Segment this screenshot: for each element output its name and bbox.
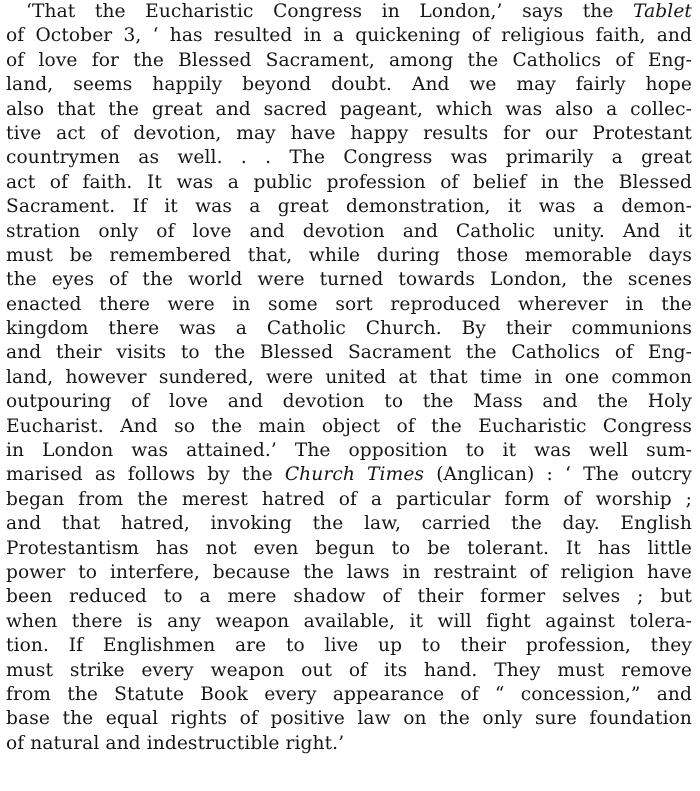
text-line (6, 537, 692, 561)
line-text: when there is any weapon available, it will fight against tolera- (6, 610, 692, 632)
text-line (6, 463, 692, 487)
line-text: tion. If Englishmen are to live up to their profession, they (6, 635, 692, 657)
line-text: (Anglican) : ‘ The outcry (424, 464, 693, 486)
text-line (6, 659, 692, 683)
italic-title-text: Church Times (284, 464, 425, 486)
text-line (6, 220, 692, 244)
line-text: enacted there were in some sort reproduced wherever in the (6, 293, 692, 315)
text-line (6, 341, 692, 365)
text-line (6, 439, 692, 463)
text-line (6, 732, 692, 756)
text-line (6, 24, 692, 48)
text-line (6, 366, 692, 390)
text-line (6, 146, 692, 170)
text-line (6, 390, 692, 414)
line-text: marised as follows by the (6, 464, 285, 486)
text-line (6, 707, 692, 731)
text-line (6, 49, 692, 73)
text-line (6, 195, 692, 219)
text-line (6, 512, 692, 536)
text-line (6, 683, 692, 707)
line-text: ‘That the Eucharistic Congress in London,’ says the (26, 1, 634, 22)
line-text: Protestantism has not even begun to be tolerant. It has little (6, 537, 692, 559)
line-text: base the equal rights of positive law on the only sure foundation (6, 708, 692, 730)
text-block (6, 0, 692, 756)
text-line (6, 244, 692, 268)
line-text: and their visits to the Blessed Sacrament the Catholics of Eng- (6, 342, 692, 364)
line-text: outpouring of love and devotion to the Mass and the Holy (6, 391, 692, 413)
text-line (6, 634, 692, 658)
line-text: land, seems happily beyond doubt. And we may fairly hope (6, 74, 692, 96)
line-text: land, however sundered, were united at that time in one common (6, 366, 692, 388)
text-line (6, 0, 692, 24)
text-line (6, 73, 692, 97)
line-text: of natural and indestructible right.’ (6, 732, 345, 754)
line-text: stration only of love and devotion and Catholic unity. And it (6, 220, 692, 242)
text-line (6, 98, 692, 122)
line-text: of love for the Blessed Sacrament, among the Catholics of Eng- (6, 49, 692, 71)
line-text: of October 3, ‘ has resulted in a quickening of religious faith, and (6, 25, 692, 47)
text-line (6, 561, 692, 585)
document-page (6, 0, 692, 756)
line-text: Eucharist. And so the main object of the Eucharistic Congress (6, 415, 692, 437)
line-text: must strike every weapon out of its hand. They must remove (6, 659, 692, 681)
line-text: the eyes of the world were turned towards London, the scenes (6, 269, 692, 291)
text-line (6, 610, 692, 634)
line-text: must be remembered that, while during those memorable days (6, 244, 692, 266)
line-text: countrymen as well. . . The Congress was primarily a great (6, 147, 692, 169)
text-line (6, 171, 692, 195)
line-text: from the Statute Book every appearance of “ concession,” and (6, 683, 692, 705)
line-text: act of faith. It was a public profession of belief in the Blessed (6, 171, 692, 193)
text-line (6, 122, 692, 146)
line-text: tive act of devotion, may have happy results for our Protestant (6, 122, 692, 144)
text-line (6, 415, 692, 439)
line-text: Sacrament. If it was a great demonstration, it was a demon- (6, 196, 692, 218)
text-line (6, 585, 692, 609)
line-text: and that hatred, invoking the law, carried the day. English (6, 513, 692, 535)
line-text: in London was attained.’ The opposition to it was well sum- (6, 440, 692, 462)
text-line (6, 488, 692, 512)
text-line (6, 293, 692, 317)
italic-title-text: Tablet (633, 1, 692, 22)
text-line (6, 268, 692, 292)
line-text: also that the great and sacred pageant, which was also a collec- (6, 98, 692, 120)
text-line (6, 317, 692, 341)
line-text: began from the merest hatred of a particular form of worship ; (6, 488, 692, 510)
line-text: been reduced to a mere shadow of their former selves ; but (6, 586, 692, 608)
line-text: power to interfere, because the laws in restraint of religion have (6, 561, 692, 583)
line-text: kingdom there was a Catholic Church. By their communions (6, 318, 692, 340)
